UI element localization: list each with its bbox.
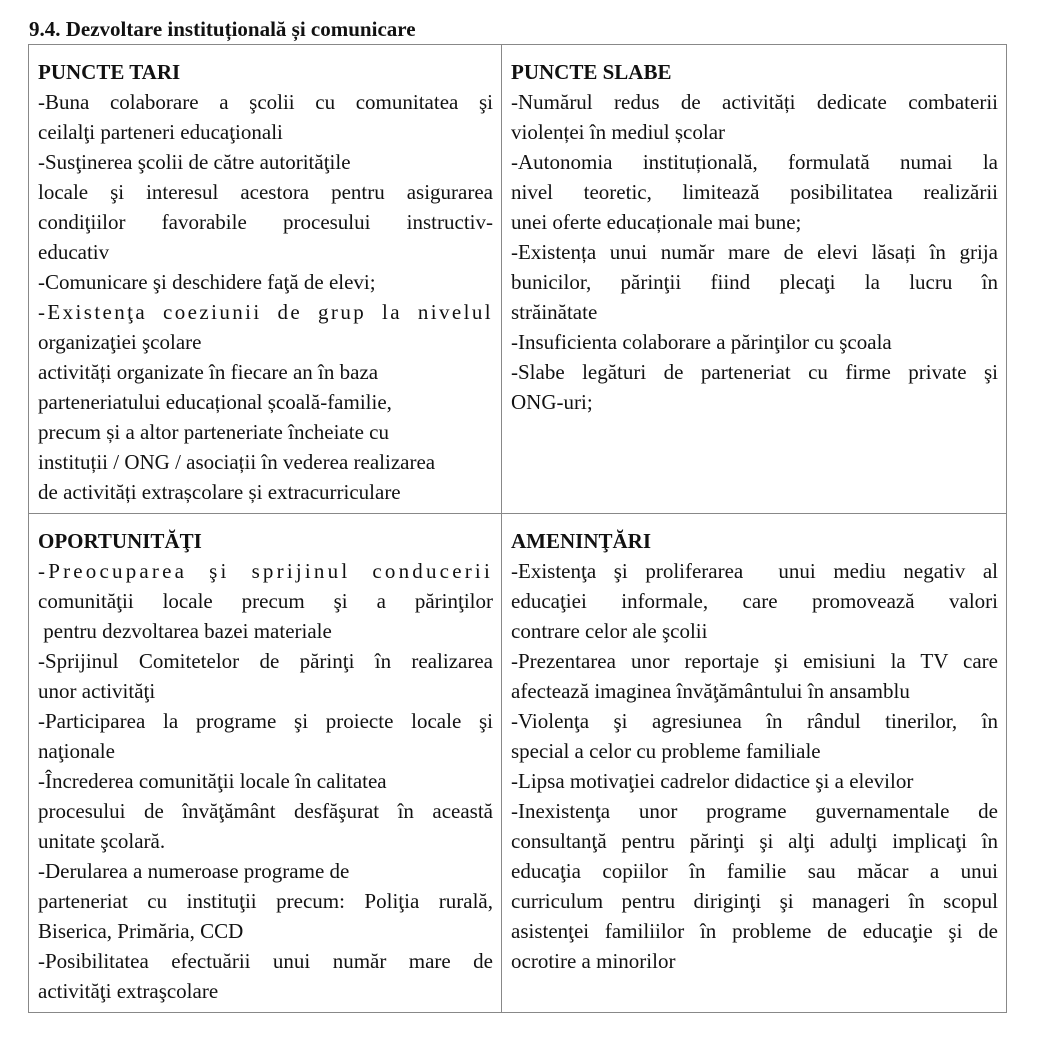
opportunities-line: parteneriat cu instituţii precum: Poliţia rurală, bbox=[38, 889, 493, 913]
strengths-line: instituții / ONG / asociații în vederea realizarea bbox=[38, 450, 436, 474]
swot-row-external bbox=[29, 514, 1007, 1013]
threats-line: -Existenţa şi proliferarea unui mediu negativ al bbox=[511, 559, 998, 583]
weaknesses-line: -Slabe legături de parteneriat cu firme private şi bbox=[511, 360, 998, 384]
weaknesses-line: -Autonomia instituțională, formulată numai la bbox=[511, 150, 998, 174]
threats-line: consultanţă pentru părinţi şi alţi adulţi implicaţi în bbox=[511, 829, 998, 853]
weaknesses-cell bbox=[502, 45, 1007, 514]
strengths-line: -Buna colaborare a şcolii cu comunitatea şi bbox=[38, 90, 493, 114]
threats-line: ocrotire a minorilor bbox=[511, 949, 676, 973]
threats-line: -Lipsa motivaţiei cadrelor didactice şi a elevilor bbox=[511, 769, 914, 793]
strengths-line: parteneriatului educațional școală-familie, bbox=[38, 390, 392, 414]
opportunities-cell bbox=[29, 514, 502, 1013]
opportunities-line: unor activităţi bbox=[38, 679, 156, 703]
weaknesses-line: -Numărul redus de activități dedicate combaterii bbox=[511, 90, 998, 114]
weaknesses-title: PUNCTE SLABE bbox=[511, 60, 672, 84]
threats-line: asistenţei familiilor în probleme de educaţie şi de bbox=[511, 919, 998, 943]
opportunities-line: procesului de învăţământ desfăşurat în această bbox=[38, 799, 493, 823]
opportunities-line: pentru dezvoltarea bazei materiale bbox=[38, 619, 332, 643]
threats-cell bbox=[502, 514, 1007, 1013]
section-title: 9.4. Dezvoltare instituțională și comunicare bbox=[29, 17, 416, 41]
weaknesses-line: -Existența unui număr mare de elevi lăsați în grija bbox=[511, 240, 998, 264]
threats-line: -Inexistenţa unor programe guvernamentale de bbox=[511, 799, 998, 823]
strengths-line: condiţiilor favorabile procesului instructiv- bbox=[38, 210, 493, 234]
weaknesses-line: -Insuficienta colaborare a părinţilor cu şcoala bbox=[511, 330, 892, 354]
threats-line: -Prezentarea unor reportaje şi emisiuni la TV care bbox=[511, 649, 998, 673]
opportunities-line: -Derularea a numeroase programe de bbox=[38, 859, 350, 883]
strengths-cell bbox=[29, 45, 502, 514]
opportunities-line: Biserica, Primăria, CCD bbox=[38, 919, 244, 943]
opportunities-line: activităţi extraşcolare bbox=[38, 979, 219, 1003]
threats-line: special a celor cu probleme familiale bbox=[511, 739, 821, 763]
opportunities-line: comunităţii locale precum şi a părinţilor bbox=[38, 589, 493, 613]
weaknesses-line: bunicilor, părinţii fiind plecaţi la lucru în bbox=[511, 270, 998, 294]
strengths-title: PUNCTE TARI bbox=[38, 60, 181, 84]
opportunities-line: -Sprijinul Comitetelor de părinţi în realizarea bbox=[38, 649, 493, 673]
opportunities-title: OPORTUNITĂŢI bbox=[38, 529, 202, 553]
strengths-line: -Comunicare şi deschidere faţă de elevi; bbox=[38, 270, 376, 294]
weaknesses-line: unei oferte educaționale mai bune; bbox=[511, 210, 802, 234]
opportunities-line: unitate şcolară. bbox=[38, 829, 166, 853]
threats-line: educaţiei informale, care promovează valori bbox=[511, 589, 998, 613]
strengths-line: educativ bbox=[38, 240, 110, 264]
threats-title: AMENINŢĂRI bbox=[511, 529, 652, 553]
opportunities-line: -Preocuparea şi sprijinul conducerii bbox=[38, 559, 493, 583]
strengths-line: -Existenţa coeziunii de grup la nivelul bbox=[38, 300, 493, 324]
weaknesses-line: străinătate bbox=[511, 300, 598, 324]
strengths-line: activități organizate în fiecare an în baza bbox=[38, 360, 379, 384]
weaknesses-line: ONG-uri; bbox=[511, 390, 593, 414]
swot-table bbox=[28, 44, 1007, 1013]
strengths-line: -Susţinerea şcolii de către autorităţile bbox=[38, 150, 351, 174]
threats-line: curriculum pentru diriginţi şi manageri în scopul bbox=[511, 889, 998, 913]
threats-line: -Violenţa şi agresiunea în rândul tinerilor, în bbox=[511, 709, 998, 733]
strengths-line: precum și a altor parteneriate încheiate cu bbox=[38, 420, 389, 444]
opportunities-line: -Participarea la programe şi proiecte locale şi bbox=[38, 709, 493, 733]
threats-line: educaţia copiilor în familie sau măcar a unui bbox=[511, 859, 998, 883]
threats-line: contrare celor ale şcolii bbox=[511, 619, 708, 643]
opportunities-line: -Încrederea comunităţii locale în calitatea bbox=[38, 769, 387, 793]
weaknesses-line: violenței în mediul școlar bbox=[511, 120, 726, 144]
opportunities-line: naţionale bbox=[38, 739, 115, 763]
swot-row-internal bbox=[29, 45, 1007, 514]
strengths-line: ceilalţi parteneri educaţionali bbox=[38, 120, 283, 144]
threats-line: afectează imaginea învăţământului în ansamblu bbox=[511, 679, 910, 703]
weaknesses-line: nivel teoretic, limitează posibilitatea realizării bbox=[511, 180, 998, 204]
opportunities-line: -Posibilitatea efectuării unui număr mare de bbox=[38, 949, 493, 973]
strengths-line: organizaţiei şcolare bbox=[38, 330, 202, 354]
strengths-line: de activități extrașcolare și extracurriculare bbox=[38, 480, 401, 504]
strengths-line: locale şi interesul acestora pentru asigurarea bbox=[38, 180, 493, 204]
